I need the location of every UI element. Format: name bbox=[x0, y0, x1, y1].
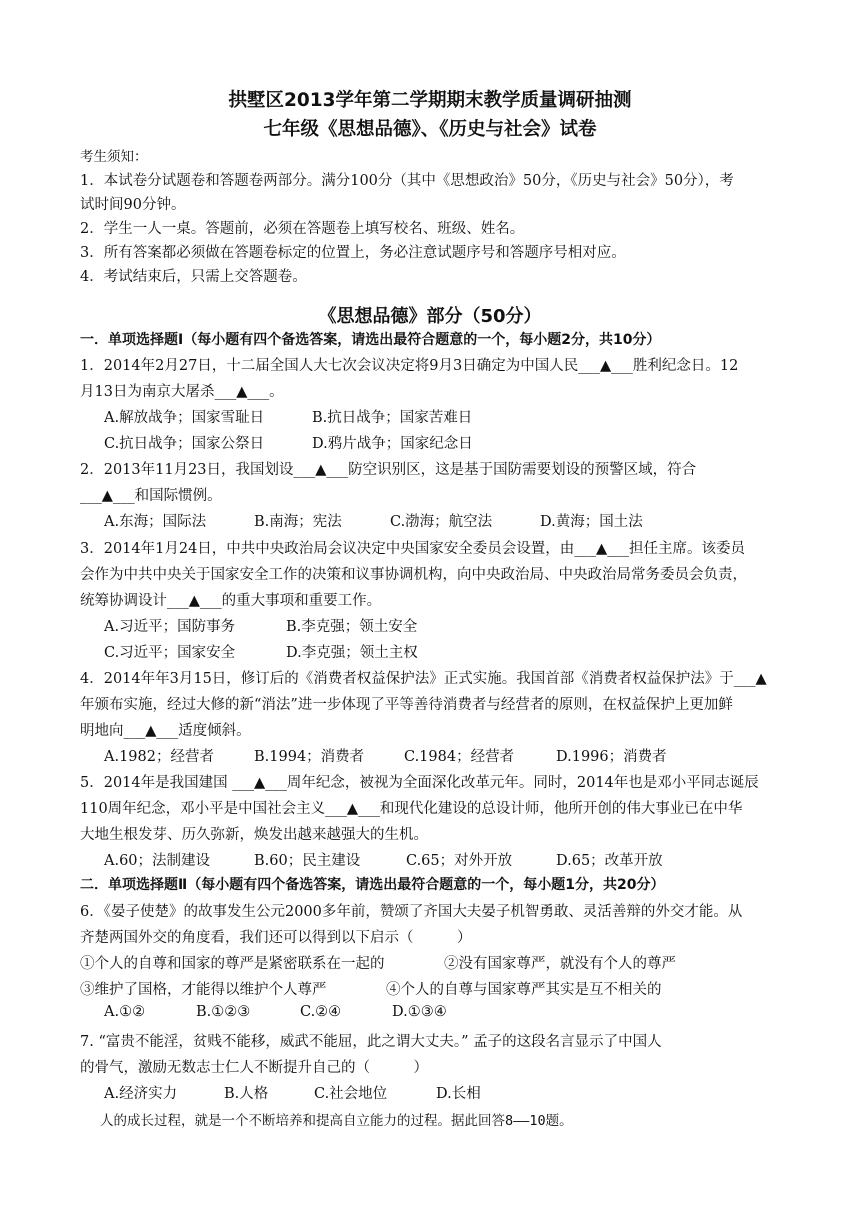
question-1-line: 1．2014年2月27日，十二届全国人大七次会议决定将9月3日确定为中国人民___▲___胜利纪念日。12 bbox=[80, 358, 739, 374]
option-a: A.习近平；国防事务 bbox=[104, 619, 236, 635]
question-4-line: 年颁布实施，经过大修的新“消法”进一步体现了平等善待消费者与经营者的原则，在权益保护上更加鲜 bbox=[80, 697, 733, 713]
option-d: D.长相 bbox=[436, 1086, 481, 1102]
question-6-statements bbox=[80, 952, 676, 973]
question-3-options bbox=[104, 615, 417, 636]
option-d: D.黄海；国土法 bbox=[540, 514, 643, 530]
question-1-options bbox=[104, 432, 473, 453]
question-3-line: 3．2014年1月24日，中共中央政治局会议决定中央国家安全委员会设置，由___▲___担任主席。该委员 bbox=[80, 541, 745, 557]
option-b: B.人格 bbox=[224, 1086, 269, 1102]
question-6-options bbox=[104, 1004, 447, 1020]
part2-heading: 二．单项选择题Ⅱ（每小题有四个备选答案，请选出最符合题意的一个，每小题1分，共20分） bbox=[80, 877, 665, 893]
part1-heading: 一．单项选择题Ⅰ（每小题有四个备选答案，请选出最符合题意的一个，每小题2分，共10分） bbox=[80, 332, 661, 348]
option-d: D.①③④ bbox=[392, 1004, 447, 1020]
question-3-line: 会作为中共中央关于国家安全工作的决策和议事协调机构，向中央政治局、中央政治局常务委员会负责， bbox=[80, 567, 747, 583]
question-3-options bbox=[104, 641, 418, 662]
option-b: B.南海；宪法 bbox=[254, 514, 342, 530]
option-c: C.②④ bbox=[300, 1004, 342, 1020]
option-a: A.东海；国际法 bbox=[104, 514, 207, 530]
statement-2: ②没有国家尊严，就没有个人的尊严 bbox=[444, 956, 676, 972]
question-6-line: 齐楚两国外交的角度看，我们还可以得到以下启示（ ） bbox=[80, 930, 472, 946]
question-1-line: 月13日为南京大屠杀___▲___。 bbox=[80, 384, 284, 400]
instruction-line: 4．考试结束后，只需上交答题卷。 bbox=[80, 269, 307, 285]
question-7-line: 的骨气，激励无数志士仁人不断提升自己的（ ） bbox=[80, 1060, 428, 1076]
question-5-line: 5．2014年是我国建国 ___▲___周年纪念，被视为全面深化改革元年。同时，2014年也是邓小平同志诞辰 bbox=[80, 775, 759, 791]
instruction-line: 2．学生一人一桌。答题前，必须在答题卷上填写校名、班级、姓名。 bbox=[80, 221, 525, 237]
question-5-options bbox=[104, 849, 663, 870]
option-c: C.1984；经营者 bbox=[404, 749, 515, 765]
instruction-line: 3．所有答案都必须做在答题卷标定的位置上，务必注意试题序号和答题序号相对应。 bbox=[80, 245, 626, 261]
passage-note: 人的成长过程，就是一个不断培养和提高自立能力的过程。据此回答8——10题。 bbox=[100, 1113, 573, 1129]
exam-title: 拱墅区2013学年第二学期期末教学质量调研抽测 bbox=[228, 90, 632, 111]
option-a: A.60；法制建设 bbox=[104, 853, 211, 869]
option-a: A.1982；经营者 bbox=[104, 749, 214, 765]
instruction-line: 试时间90分钟。 bbox=[80, 197, 186, 213]
option-d: D.1996；消费者 bbox=[556, 749, 667, 765]
option-b: B.①②③ bbox=[196, 1004, 251, 1020]
question-2-line: ___▲___和国际惯例。 bbox=[80, 488, 222, 504]
question-2-options bbox=[104, 510, 643, 531]
section-title: 《思想品德》部分（50分） bbox=[318, 306, 542, 327]
option-b: B.李克强；领土安全 bbox=[286, 619, 418, 635]
statement-3: ③维护了国格，才能得以维护个人尊严 bbox=[80, 982, 327, 998]
question-1-options bbox=[104, 406, 472, 427]
statement-4: ④个人的自尊与国家尊严其实是互不相关的 bbox=[386, 982, 662, 998]
option-a: A.解放战争；国家雪耻日 bbox=[104, 410, 265, 426]
question-6-line: 6．《晏子使楚》的故事发生公元2000多年前，赞颂了齐国大夫晏子机智勇敢、灵活善辩的外交才能。从 bbox=[80, 904, 743, 920]
statement-1: ①个人的自尊和国家的尊严是紧密联系在一起的 bbox=[80, 956, 385, 972]
question-3-line: 统筹协调设计___▲___的重大事项和重要工作。 bbox=[80, 593, 382, 609]
question-7-line: 7. “富贵不能淫，贫贱不能移，威武不能屈，此之谓大丈夫。” 孟子的这段名言显示了中国人 bbox=[80, 1034, 662, 1050]
question-4-line: 4．2014年年3月15日，修订后的《消费者权益保护法》正式实施。我国首部《消费者权益保护法》于___▲ bbox=[80, 671, 767, 687]
instruction-line: 1．本试卷分试题卷和答题卷两部分。满分100分（其中《思想政治》50分，《历史与社会》50分），考 bbox=[80, 173, 734, 189]
option-a: A.经济实力 bbox=[104, 1086, 178, 1102]
option-c: C.65；对外开放 bbox=[406, 853, 513, 869]
option-d: D.李克强；领土主权 bbox=[286, 645, 418, 661]
question-4-line: 明地向___▲___适度倾斜。 bbox=[80, 723, 251, 739]
option-d: D.鸦片战争；国家纪念日 bbox=[312, 436, 473, 452]
question-7-options bbox=[104, 1082, 481, 1103]
option-c: C.习近平；国家安全 bbox=[104, 645, 236, 661]
instructions-heading: 考生须知： bbox=[80, 149, 148, 165]
option-a: A.①② bbox=[104, 1004, 146, 1020]
option-b: B.1994；消费者 bbox=[254, 749, 365, 765]
question-2-line: 2．2013年11月23日，我国划设___▲___防空识别区，这是基于国防需要划设的预警区域，符合 bbox=[80, 462, 697, 478]
option-d: D.65；改革开放 bbox=[556, 853, 663, 869]
option-c: C.渤海；航空法 bbox=[390, 514, 493, 530]
option-b: B.抗日战争；国家苦难日 bbox=[312, 410, 473, 426]
exam-subtitle: 七年级《思想品德》、《历史与社会》试卷 bbox=[263, 119, 597, 140]
question-5-line: 110周年纪念，邓小平是中国社会主义___▲___和现代化建设的总设计师，他所开创的伟大事业已在中华 bbox=[80, 801, 743, 817]
question-6-statements bbox=[80, 978, 662, 999]
question-5-line: 大地生根发芽、历久弥新，焕发出越来越强大的生机。 bbox=[80, 827, 428, 843]
option-c: C.社会地位 bbox=[314, 1086, 388, 1102]
option-b: B.60；民主建设 bbox=[254, 853, 361, 869]
question-4-options bbox=[104, 745, 667, 766]
option-c: C.抗日战争；国家公祭日 bbox=[104, 436, 265, 452]
